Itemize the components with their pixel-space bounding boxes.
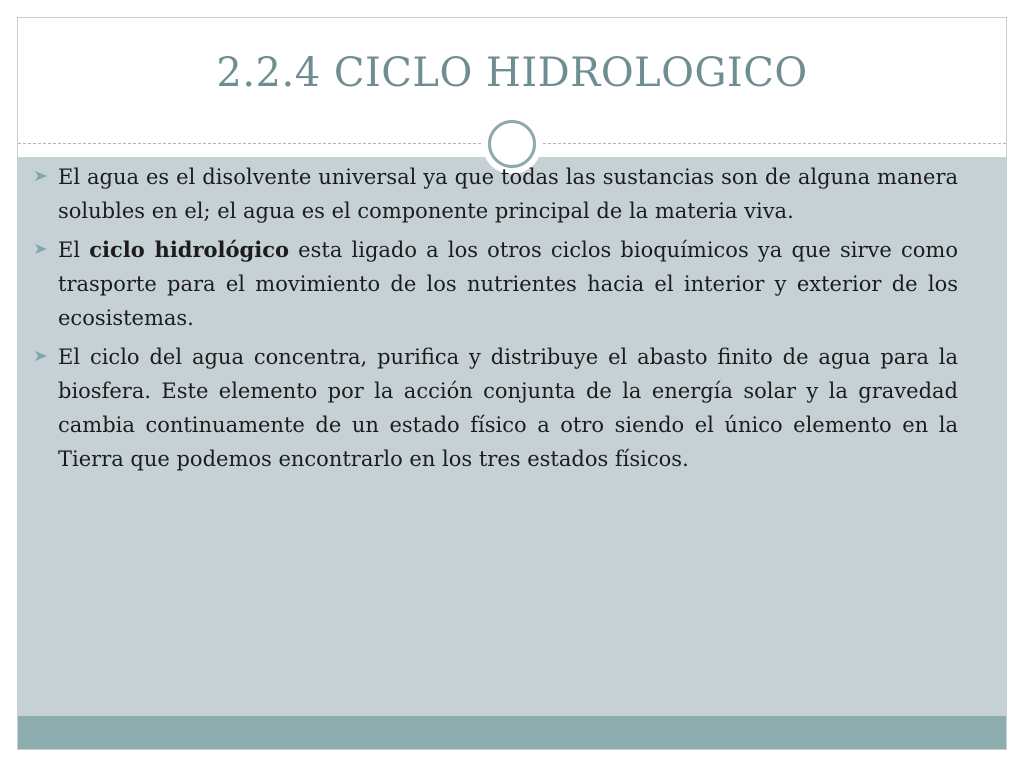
bullet-text: El agua es el disolvente universal ya que todas las sustancias son de alguna manera solubles en el; el agua es el componente principal de la materia viva.	[58, 165, 958, 223]
footer-band	[18, 716, 1006, 750]
bullet-item	[40, 233, 958, 335]
bullet-arrow-icon	[34, 349, 48, 363]
bullet-text-suffix: esta ligado a los otros ciclos bioquímicos ya que sirve como trasporte para el movimiento de los nutrientes hacia el interior y exterior de los ecosistemas.	[58, 238, 958, 330]
bullet-arrow-icon	[34, 169, 48, 183]
bullet-list	[40, 160, 958, 481]
bullet-arrow-icon	[34, 242, 48, 256]
bullet-item	[40, 160, 958, 228]
bullet-text: El ciclo del agua concentra, purifica y distribuye el abasto finito de agua para la biosfera. Este elemento por la acción conjunta de la energía solar y la gravedad cambia continuamente de un estado físico a otro siendo el único elemento en la Tierra que podemos encontrarlo en los tres estados físicos.	[58, 345, 958, 471]
bullet-emphasis: ciclo hidrológico	[89, 237, 290, 262]
slide-title: 2.2.4 CICLO HIDROLOGICO	[216, 50, 808, 96]
bullet-text-prefix: El	[58, 238, 90, 262]
bullet-item	[40, 340, 958, 476]
